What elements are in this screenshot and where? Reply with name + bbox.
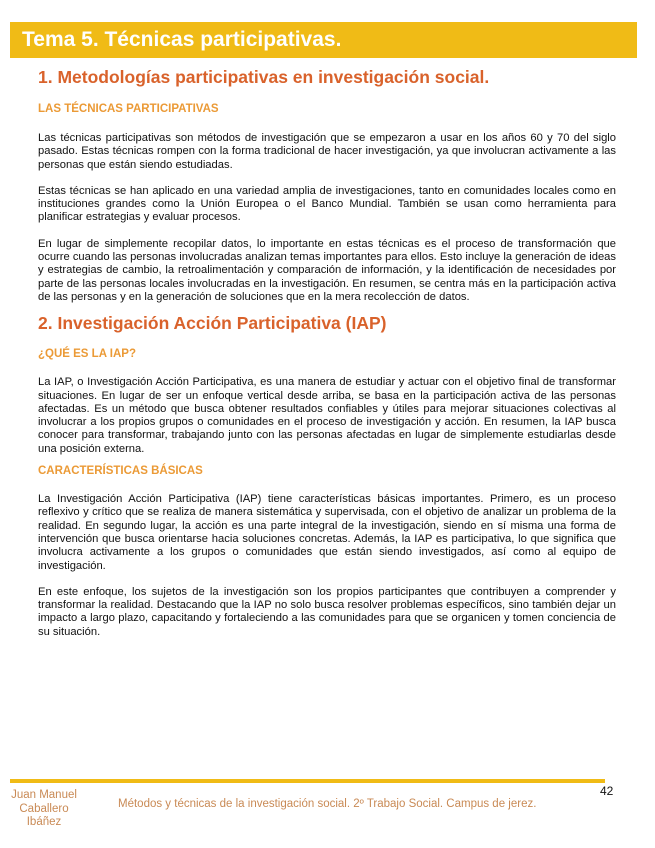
footer-author: Juan Manuel Caballero Ibáñez (11, 789, 77, 828)
page-number: 42 (600, 784, 614, 798)
section-1-subheading: LAS TÉCNICAS PARTICIPATIVAS (38, 103, 219, 115)
footer-course-info: Métodos y técnicas de la investigación social. 2º Trabajo Social. Campus de jerez. (118, 798, 537, 810)
section-1-paragraph: Las técnicas participativas son métodos de investigación que se empezaron a usar en los años 60 y 70 del siglo pasado. Estas técnicas rompen con la forma tradicional de hacer investigación, ya que involucran activamente a las personas que están siendo estudiadas. (38, 132, 616, 171)
section-2-heading: 2. Investigación Acción Participativa (IAP) (38, 313, 387, 334)
section-1-paragraph: En lugar de simplemente recopilar datos, lo importante en estas técnicas es el proceso de transformación que ocurre cuando las personas involucradas analizan temas importantes para ellos. Esto incluye la generación de ideas y estrategias de cambio, la retroalimentación y comparación de información, y la identificación de necesidades por parte de las personas locales involucradas en la investigación. En resumen, se centra más en la participación activa de las personas y en la generación de soluciones que en la mera recolección de datos. (38, 237, 616, 303)
section-1-paragraph: Estas técnicas se han aplicado en una variedad amplia de investigaciones, tanto en comunidades locales como en instituciones grandes como la Unión Europea o el Banco Mundial. También se usan como herramienta para planificar estrategias y evaluar procesos. (38, 184, 616, 224)
section-2-paragraph: La Investigación Acción Participativa (IAP) tiene características básicas importantes. Primero, es un proceso reflexivo y crítico que se realiza de manera sistemática y supervisada, con el objetivo de analizar un problema de la realidad. En segundo lugar, la acción es una parte integral de la investigación, siendo en sí misma una forma de intervención que busca orientarse hacia soluciones concretas. Además, la IAP es participativa, lo que significa que involucra activamente a los grupos o comunidades que están siendo investigados, así como al equipo de investigación. (38, 493, 616, 572)
document-body (38, 66, 616, 639)
section-2-subheading-characteristics: CARACTERÍSTICAS BÁSICAS (38, 465, 203, 478)
title-banner (10, 22, 637, 58)
page-title: Tema 5. Técnicas participativas. (22, 28, 342, 51)
section-2-paragraph: La IAP, o Investigación Acción Participativa, es una manera de estudiar y actuar con el objetivo final de transformar situaciones. En lugar de ser un enfoque vertical desde arriba, se basa en la participación activa de las personas afectadas. Es un método que busca obtener resultados confiables y útiles para mejorar situaciones colectivas al involucrar a los propios grupos o comunidades en el proceso de investigación y acción. En resumen, la IAP busca conocer para transformar, trabajando junto con las personas afectadas en lugar de simplemente estudiarlas desde una posición externa. (38, 376, 616, 455)
section-1-heading: 1. Metodologías participativas en investigación social. (38, 67, 490, 87)
section-2-paragraph: En este enfoque, los sujetos de la investigación son los propios participantes que contribuyen a comprender y transformar la realidad. Destacando que la IAP no solo busca resolver problemas específicos, sino también dejar un impacto a largo plazo, capacitando y fortaleciendo a las comunidades para que se organicen y tomen conciencia de su situación. (38, 585, 616, 638)
footer-divider (10, 779, 605, 783)
section-2-subheading-what-is: ¿QUÉ ES LA IAP? (38, 348, 136, 361)
